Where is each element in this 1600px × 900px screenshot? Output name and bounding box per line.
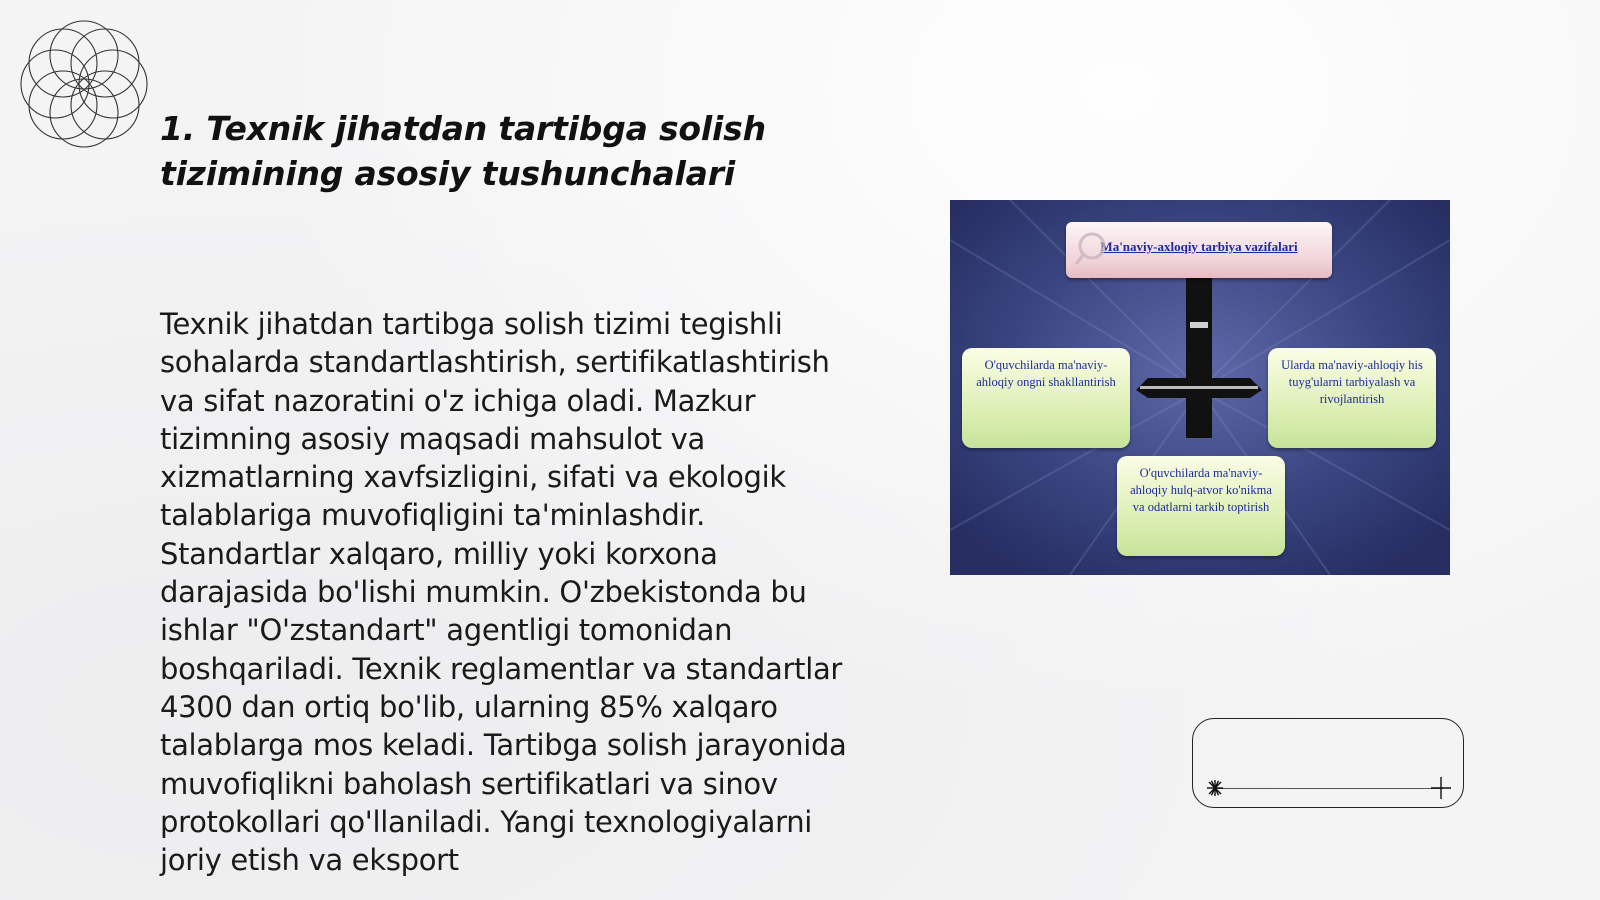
slider-widget[interactable] [1192, 718, 1464, 808]
diagram-box-right: Ularda ma'naviy-ahloqiy his tuyg'ularni tarbiyalash va rivojlantirish [1268, 348, 1436, 448]
diagram-box-bottom: O'quvchilarda ma'naviy-ahloqiy hulq-atvor ko'nikma va odatlarni tarkib toptirish [1117, 456, 1285, 556]
star-burst-icon[interactable] [1201, 774, 1229, 802]
magnifier-icon [1074, 230, 1114, 270]
cross-marker-icon[interactable] [1427, 774, 1455, 802]
slider-track[interactable] [1215, 788, 1443, 789]
circle-ornament-icon [10, 10, 158, 158]
slide-body-text: Texnik jihatdan tartibga solish tizimi tegishli sohalarda standartlashtirish, sertifikatlashtirish va sifat nazoratini o'z ichiga oladi. Mazkur tizimning asosiy maqsadi mahsulot va xizmatlarning xavfsizligini, sifati va ekologik talablariga muvofiqligini ta'minlashdir. Standartlar xalqaro, milliy yoki korxona darajasida bo'lishi mumkin. O'zbekistonda bu ishlar "O'zstandart" agentligi tomonidan boshqariladi. Texnik reglamentlar va standartlar 4300 dan ortiq bo'lib, ularning 85% xalqaro talablarga mos keladi. Tartibga solish jarayonida muvofiqlikni baholash sertifikatlari va sinov protokollari qo'llaniladi. Yangi texnologiyalarni joriy etish va eksport [160, 307, 847, 878]
tarbiya-diagram [950, 200, 1450, 575]
diagram-heading: Ma'naviy-axloqiy tarbiya vazifalari [1066, 222, 1332, 278]
diagram-box-left: O'quvchilarda ma'naviy-ahloqiy ongni shakllantirish [962, 348, 1130, 448]
slide-title: 1. Texnik jihatdan tartibga solish tizimining asosiy tushunchalari [160, 109, 766, 193]
